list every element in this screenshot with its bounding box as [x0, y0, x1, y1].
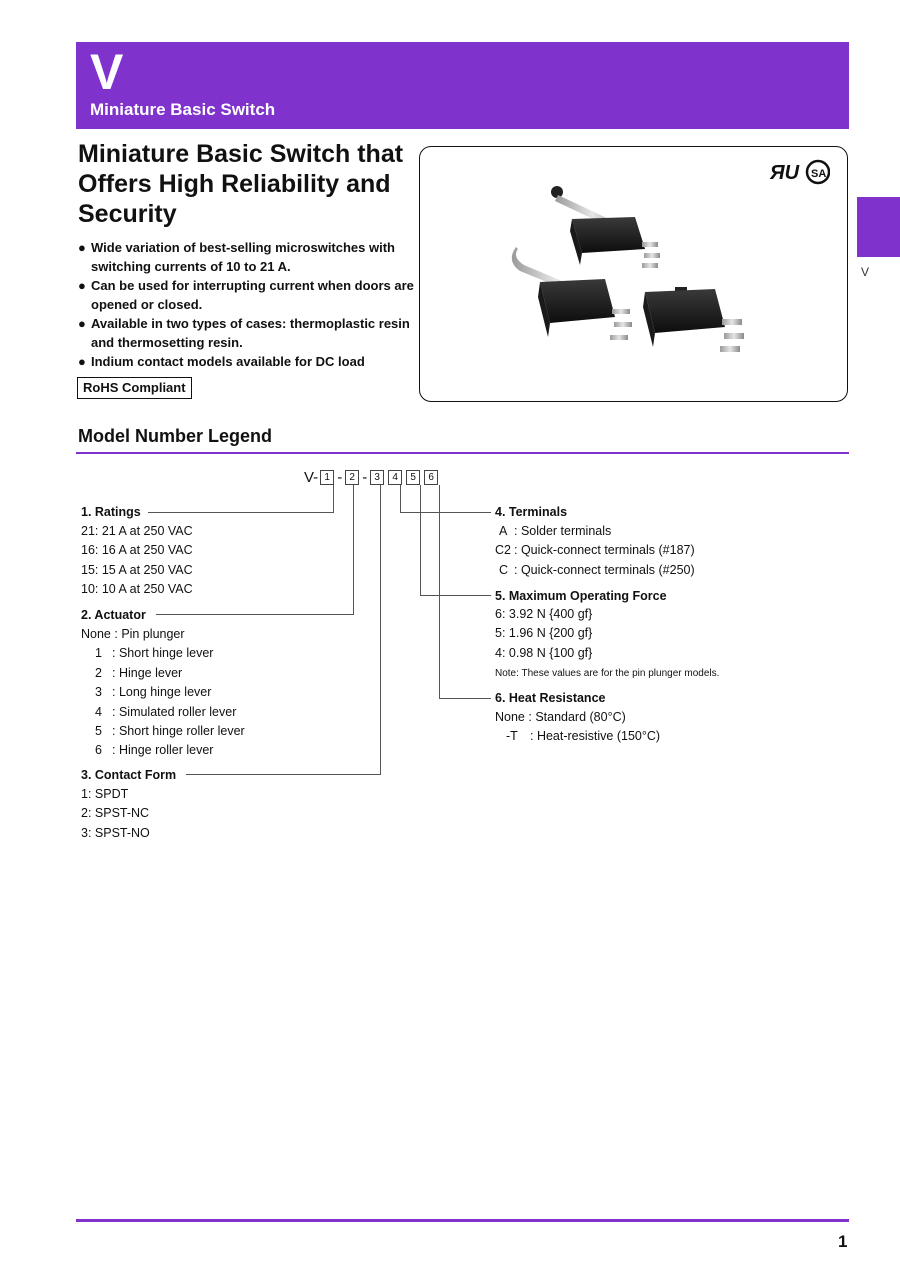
code-box-5: 5 [406, 470, 420, 485]
footer-rule [76, 1219, 849, 1222]
list-item: 5: 1.96 N {200 gf} [495, 626, 593, 641]
code-dash: - [362, 469, 368, 486]
connector-line [420, 485, 421, 595]
list-item: 2 : Hinge lever [95, 665, 183, 680]
legend-heading-operating-force: 5. Maximum Operating Force [495, 589, 667, 603]
series-subtitle: Miniature Basic Switch [90, 100, 276, 119]
list-item: 4: 0.98 N {100 gf} [495, 645, 593, 660]
list-item: None : Pin plunger [81, 627, 185, 641]
list-item: 6: 3.92 N {400 gf} [495, 607, 593, 621]
side-tab [857, 197, 900, 257]
switch-pin-plunger [643, 287, 744, 352]
model-prefix: V- [304, 469, 319, 486]
bullet-icon: ● [78, 278, 86, 293]
code-box-3: 3 [370, 470, 384, 485]
legend-heading-terminals: 4. Terminals [495, 505, 568, 519]
side-tab-label: V [861, 265, 870, 279]
connector-line [420, 595, 491, 596]
operating-force-note: Note: These values are for the pin plunger models. [495, 668, 720, 679]
list-item: A : Solder terminals [499, 524, 612, 538]
page-title: Miniature Basic Switch that Offers High Reliability and Security [78, 140, 404, 228]
list-item: 3 : Long hinge lever [95, 685, 212, 700]
connector-line [400, 512, 491, 513]
legend-heading-contact-form: 3. Contact Form [81, 768, 177, 782]
list-item: 1: SPDT [81, 787, 129, 801]
connector-line [353, 485, 354, 614]
terminals-list [495, 522, 695, 580]
section-rule [76, 452, 849, 454]
list-item: 2: SPST-NC [81, 806, 150, 821]
rohs-badge: RoHS Compliant [77, 377, 192, 399]
feature-item: ● Wide variation of best-selling microswitches with switching currents of 10 to 21 A. [78, 240, 395, 274]
list-item: 1 : Short hinge lever [95, 646, 214, 661]
connector-line [333, 485, 334, 512]
series-letter: V [90, 44, 124, 100]
list-item: None : Standard (80°C) [495, 710, 626, 724]
ul-recognized-icon [769, 162, 800, 184]
connector-line [186, 774, 381, 775]
legend-heading-ratings: 1. Ratings [81, 505, 141, 519]
connector-line [380, 485, 381, 774]
list-item: C2 : Quick-connect terminals (#187) [495, 543, 695, 558]
list-item: 3: SPST-NO [81, 825, 150, 840]
connector-line [439, 698, 491, 699]
list-item: 4 : Simulated roller lever [95, 704, 237, 719]
feature-item: ● Available in two types of cases: thermoplastic resin and thermosetting resin. [78, 316, 410, 350]
bullet-icon: ● [78, 354, 86, 369]
code-box-2: 2 [345, 470, 359, 485]
bullet-icon: ● [78, 316, 86, 331]
feature-item: ● Indium contact models available for DC load [78, 354, 365, 369]
legend-heading-heat-resistance: 6. Heat Resistance [495, 691, 606, 705]
list-item: 15: 15 A at 250 VAC [81, 562, 193, 577]
list-item: C : Quick-connect terminals (#250) [499, 562, 695, 577]
feature-item: ● Can be used for interrupting current when doors are opened or closed. [78, 278, 414, 312]
code-dash: - [337, 469, 343, 486]
code-box-1: 1 [320, 470, 334, 485]
actuator-list [81, 625, 245, 761]
list-item: 16: 16 A at 250 VAC [81, 543, 193, 558]
legend-heading-actuator: 2. Actuator [81, 608, 146, 622]
certification-marks [768, 157, 830, 192]
csa-certified-icon [807, 161, 829, 183]
list-item: 5 : Short hinge roller lever [95, 724, 245, 739]
model-code [304, 469, 440, 486]
connector-line [156, 614, 354, 615]
list-item: -T : Heat-resistive (150°C) [506, 729, 661, 744]
operating-force-list [495, 605, 592, 663]
list-item: 21: 21 A at 250 VAC [81, 524, 193, 538]
connector-line [148, 512, 334, 513]
code-box-6: 6 [424, 470, 438, 485]
switch-with-simulated-roller-lever [512, 247, 632, 340]
list-item: 10: 10 A at 250 VAC [81, 582, 193, 597]
list-item: 6 : Hinge roller lever [95, 743, 214, 758]
ratings-list [81, 522, 193, 600]
connector-line [400, 485, 401, 512]
svg-text:SA: SA [811, 168, 827, 180]
section-title: Model Number Legend [78, 426, 273, 446]
page-number: 1 [838, 1232, 848, 1251]
heat-resistance-list [495, 708, 660, 747]
code-box-4: 4 [388, 470, 402, 485]
feature-list [78, 238, 423, 371]
connector-line [439, 485, 440, 698]
switch-with-roller-lever [551, 186, 660, 268]
contact-form-list [81, 785, 150, 843]
bullet-icon: ● [78, 240, 86, 255]
svg-text:ЯU: ЯU [770, 162, 800, 184]
